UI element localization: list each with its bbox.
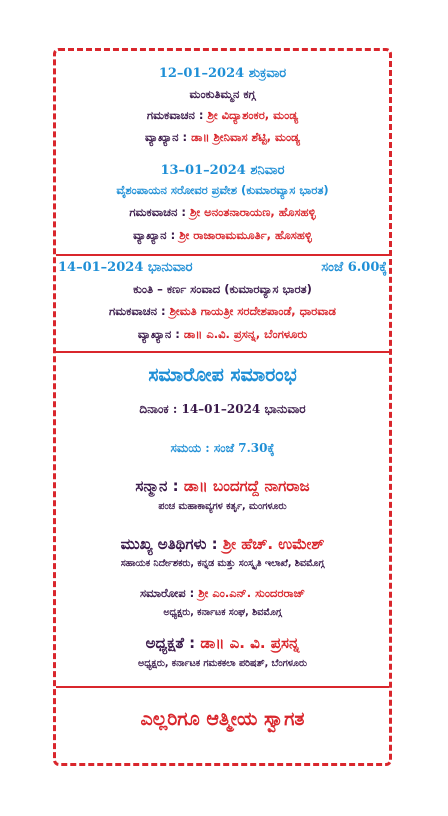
closing-time: ಸಮಯ : ಸಂಜೆ 7.30ಕ್ಕೆ (170, 441, 275, 455)
chief-guest-line (56, 535, 389, 553)
samaropa-line (56, 586, 389, 601)
day1-title: ಮಂಕುತಿಮ್ಮನ ಕಗ್ಗ (189, 87, 256, 101)
president-label: ಅಧ್ಯಕ್ಷತೆ : (145, 634, 201, 652)
day3-title: ಕುಂತಿ – ಕರ್ಣ ಸಂವಾದ (ಕುಮಾರವ್ಯಾಸ ಭಾರತ) (133, 282, 312, 296)
president-line (56, 634, 389, 652)
honour-label: ಸನ್ಮಾನ : (135, 477, 184, 495)
day1-date: 12–01–2024 ಶುಕ್ರವಾರ (158, 66, 287, 81)
day3-date: 14–01–2024 ಭಾನುವಾರ (58, 260, 193, 275)
day2-date: 13–01–2024 ಶನಿವಾರ (160, 163, 285, 178)
day3-time: ಸಂಜೆ 6.00ಕ್ಕೆ (321, 260, 387, 275)
day1-vyakhyana (56, 130, 389, 145)
day2-gamaka-value: ಶ್ರೀ ಅನಂತನಾರಾಯಣ, ಹೊಸಹಳ್ಳಿ (190, 205, 316, 219)
day3-vyakhyana-value: ಡಾ॥ ಎ.ವಿ. ಪ್ರಸನ್ನ, ಬೆಂಗಳೂರು (183, 327, 308, 341)
divider (56, 254, 389, 256)
president-name: ಡಾ॥ ಎ. ವಿ. ಪ್ರಸನ್ನ (200, 634, 300, 652)
samaropa-name: ಶ್ರೀ ಎಂ.ಎನ್. ಸುಂದರರಾಜ್ (198, 586, 306, 600)
chief-sub: ಸಹಾಯಕ ನಿರ್ದೇಶಕರು, ಕನ್ನಡ ಮತ್ತು ಸಂಸ್ಕೃತಿ ಇಲಾಖೆ, ಶಿವಮೊಗ್ಗ (120, 558, 325, 569)
honour-name: ಡಾ॥ ಬಂದಗದ್ದೆ ನಾಗರಾಜ (183, 477, 310, 495)
divider (56, 686, 389, 688)
day3-vyakhyana-label: ವ್ಯಾಖ್ಯಾನ : (137, 327, 184, 341)
honour-sub: ಪಂಚ ಮಹಾಕಾವ್ಯಗಳ ಕರ್ತೃ, ಮಂಗಳೂರು (158, 501, 287, 512)
day1-gamaka-label: ಗಮಕವಾಚನ : (146, 108, 208, 122)
day2-vyakhyana-value: ಶ್ರೀ ರಾಜಾರಾಮಮೂರ್ತಿ, ಹೊಸಹಳ್ಳಿ (179, 228, 312, 242)
samaropa-label: ಸಮಾರೋಪ : (139, 586, 199, 600)
day1-gamaka (56, 108, 389, 123)
welcome-message: ಎಲ್ಲರಿಗೂ ಆತ್ಮೀಯ ಸ್ವಾಗತ (140, 708, 305, 730)
samaropa-sub: ಅಧ್ಯಕ್ಷರು, ಕರ್ನಾಟಕ ಸಂಘ, ಶಿವಮೊಗ್ಗ (163, 607, 282, 618)
day1-gamaka-value: ಶ್ರೀ ವಿದ್ಯಾಶಂಕರ, ಮಂಡ್ಯ (207, 108, 299, 122)
day2-gamaka-label: ಗಮಕವಾಚನ : (129, 205, 191, 219)
day2-gamaka (56, 205, 389, 220)
day3-gamaka-label: ಗಮಕವಾಚನ : (108, 304, 170, 318)
day1-vyakhyana-label: ವ್ಯಾಖ್ಯಾನ : (145, 130, 192, 144)
day2-vyakhyana (56, 228, 389, 243)
president-sub: ಅಧ್ಯಕ್ಷರು, ಕರ್ನಾಟಕ ಗಮಕಕಲಾ ಪರಿಷತ್, ಬೆಂಗಳೂರು (137, 658, 308, 669)
day3-header (58, 260, 387, 275)
day3-gamaka-value: ಶ್ರೀಮತಿ ಗಾಯತ್ರೀ ಸರದೇಶಪಾಂಡೆ, ಧಾರವಾಡ (169, 304, 336, 318)
chief-label: ಮುಖ್ಯ ಅತಿಥಿಗಳು : (120, 535, 223, 553)
day2-vyakhyana-label: ವ್ಯಾಖ್ಯಾನ : (133, 228, 180, 242)
day3-gamaka (56, 304, 389, 319)
closing-date: ದಿನಾಂಕ : 14–01–2024 ಭಾನುವಾರ (139, 402, 306, 416)
closing-heading: ಸಮಾರೋಪ ಸಮಾರಂಭ (148, 364, 297, 386)
day3-vyakhyana (56, 327, 389, 342)
divider (56, 351, 389, 353)
day2-title: ವೈಶಂಪಾಯನ ಸರೋವರ ಪ್ರವೇಶ (ಕುಮಾರವ್ಯಾಸ ಭಾರತ) (116, 183, 329, 197)
day1-vyakhyana-value: ಡಾ॥ ಶ್ರೀನಿವಾಸ ಶೆಟ್ಟಿ, ಮಂಡ್ಯ (191, 130, 300, 144)
chief-name: ಶ್ರೀ ಹೆಚ್. ಉಮೇಶ್ (222, 535, 325, 553)
honour-line (56, 477, 389, 495)
